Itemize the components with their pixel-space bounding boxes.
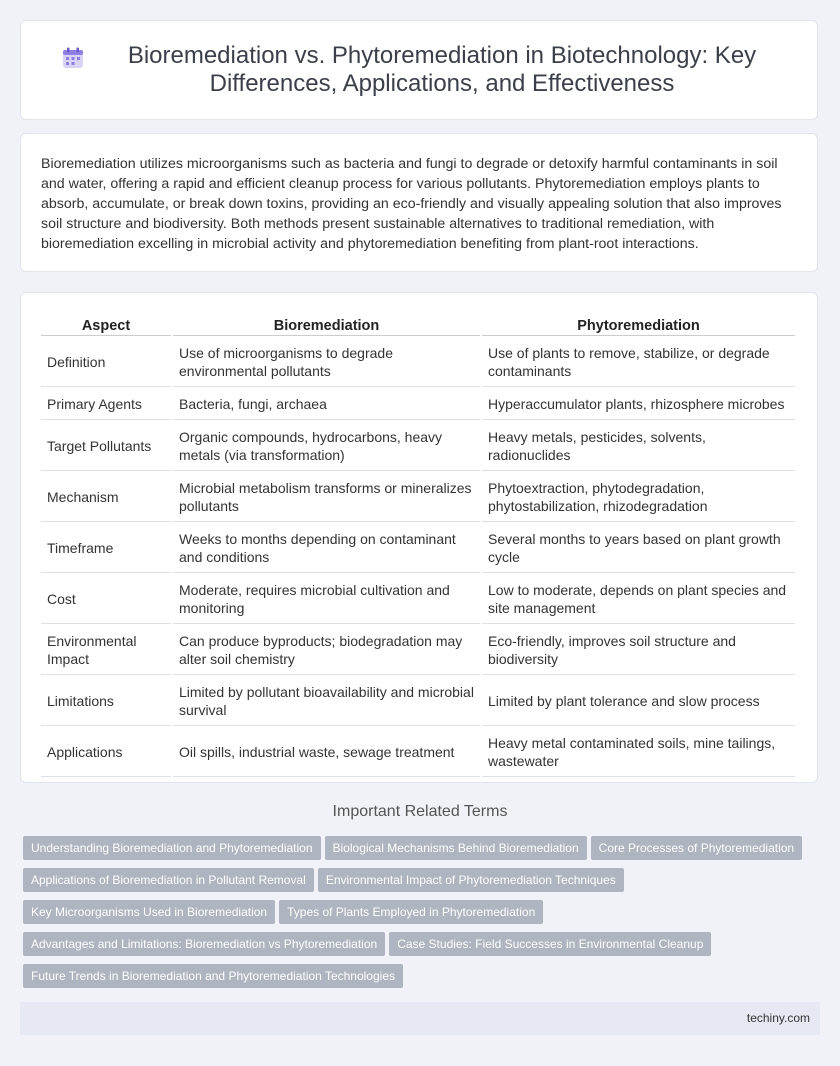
cell-bioremediation: Organic compounds, hydrocarbons, heavy metals (via transformation) [173, 422, 480, 471]
cell-aspect: Definition [41, 338, 171, 387]
table-body [41, 338, 795, 777]
related-term-tag[interactable]: Environmental Impact of Phytoremediation Techniques [318, 868, 624, 892]
cell-phytoremediation: Use of plants to remove, stabilize, or degrade contaminants [482, 338, 795, 387]
cell-aspect: Applications [41, 728, 171, 777]
cell-aspect: Limitations [41, 677, 171, 726]
table-row [41, 728, 795, 777]
related-terms-title: Important Related Terms [332, 803, 508, 820]
comparison-table [39, 313, 797, 779]
related-term-tag[interactable]: Types of Plants Employed in Phytoremediation [279, 900, 543, 924]
related-term-tag[interactable]: Biological Mechanisms Behind Bioremediation [325, 836, 587, 860]
cell-bioremediation: Use of microorganisms to degrade environmental pollutants [173, 338, 480, 387]
footer-brand[interactable]: techiny.com [746, 1011, 810, 1025]
cell-bioremediation: Microbial metabolism transforms or mineralizes pollutants [173, 473, 480, 522]
cell-phytoremediation: Hyperaccumulator plants, rhizosphere microbes [482, 389, 795, 420]
footer [20, 1002, 820, 1035]
header-aspect: Aspect [41, 315, 171, 336]
cell-aspect: Cost [41, 575, 171, 624]
intro-card [20, 133, 818, 272]
calendar-icon [61, 46, 85, 70]
table-row [41, 524, 795, 573]
cell-phytoremediation: Low to moderate, depends on plant species and site management [482, 575, 795, 624]
header-phytoremediation: Phytoremediation [482, 315, 795, 336]
cell-bioremediation: Weeks to months depending on contaminant and conditions [173, 524, 480, 573]
cell-aspect: Target Pollutants [41, 422, 171, 471]
cell-phytoremediation: Several months to years based on plant growth cycle [482, 524, 795, 573]
comparison-card [20, 292, 818, 783]
related-term-tag[interactable]: Core Processes of Phytoremediation [591, 836, 802, 860]
table-row [41, 338, 795, 387]
related-term-tag[interactable]: Understanding Bioremediation and Phytoremediation [23, 836, 321, 860]
table-row [41, 626, 795, 675]
table-header-row [41, 315, 795, 336]
related-term-tag[interactable]: Advantages and Limitations: Bioremediation vs Phytoremediation [23, 932, 385, 956]
cell-aspect: Timeframe [41, 524, 171, 573]
page-title: Bioremediation vs. Phytoremediation in Biotechnology: Key Differences, Applications, and Effectiveness [127, 42, 757, 97]
cell-aspect: Mechanism [41, 473, 171, 522]
cell-aspect: Environmental Impact [41, 626, 171, 675]
cell-phytoremediation: Limited by plant tolerance and slow process [482, 677, 795, 726]
table-row [41, 677, 795, 726]
related-term-tag[interactable]: Case Studies: Field Successes in Environmental Cleanup [389, 932, 711, 956]
title-card [20, 20, 818, 120]
cell-bioremediation: Bacteria, fungi, archaea [173, 389, 480, 420]
header-bioremediation: Bioremediation [173, 315, 480, 336]
related-term-tag[interactable]: Applications of Bioremediation in Pollutant Removal [23, 868, 314, 892]
cell-phytoremediation: Eco-friendly, improves soil structure and biodiversity [482, 626, 795, 675]
table-row [41, 473, 795, 522]
table-row [41, 422, 795, 471]
cell-phytoremediation: Phytoextraction, phytodegradation, phytostabilization, rhizodegradation [482, 473, 795, 522]
related-term-tag[interactable]: Future Trends in Bioremediation and Phytoremediation Technologies [23, 964, 403, 988]
cell-phytoremediation: Heavy metal contaminated soils, mine tailings, wastewater [482, 728, 795, 777]
cell-bioremediation: Limited by pollutant bioavailability and microbial survival [173, 677, 480, 726]
related-terms-list [23, 836, 823, 996]
table-row [41, 389, 795, 420]
cell-bioremediation: Moderate, requires microbial cultivation and monitoring [173, 575, 480, 624]
intro-paragraph: Bioremediation utilizes microorganisms such as bacteria and fungi to degrade or detoxify harmful contaminants in soil and water, offering a rapid and efficient cleanup process for various pollutants. Phytoremediation employs plants to absorb, accumulate, or break down toxins, providing an eco-friendly and visually appealing solution that also improves soil structure and biodiversity. Both methods present sustainable alternatives to traditional remediation, with bioremediation excelling in microbial activity and phytoremediation benefiting from plant-root interactions. [41, 156, 782, 252]
related-term-tag[interactable]: Key Microorganisms Used in Bioremediation [23, 900, 275, 924]
table-row [41, 575, 795, 624]
cell-bioremediation: Oil spills, industrial waste, sewage treatment [173, 728, 480, 777]
cell-aspect: Primary Agents [41, 389, 171, 420]
cell-phytoremediation: Heavy metals, pesticides, solvents, radionuclides [482, 422, 795, 471]
cell-bioremediation: Can produce byproducts; biodegradation may alter soil chemistry [173, 626, 480, 675]
